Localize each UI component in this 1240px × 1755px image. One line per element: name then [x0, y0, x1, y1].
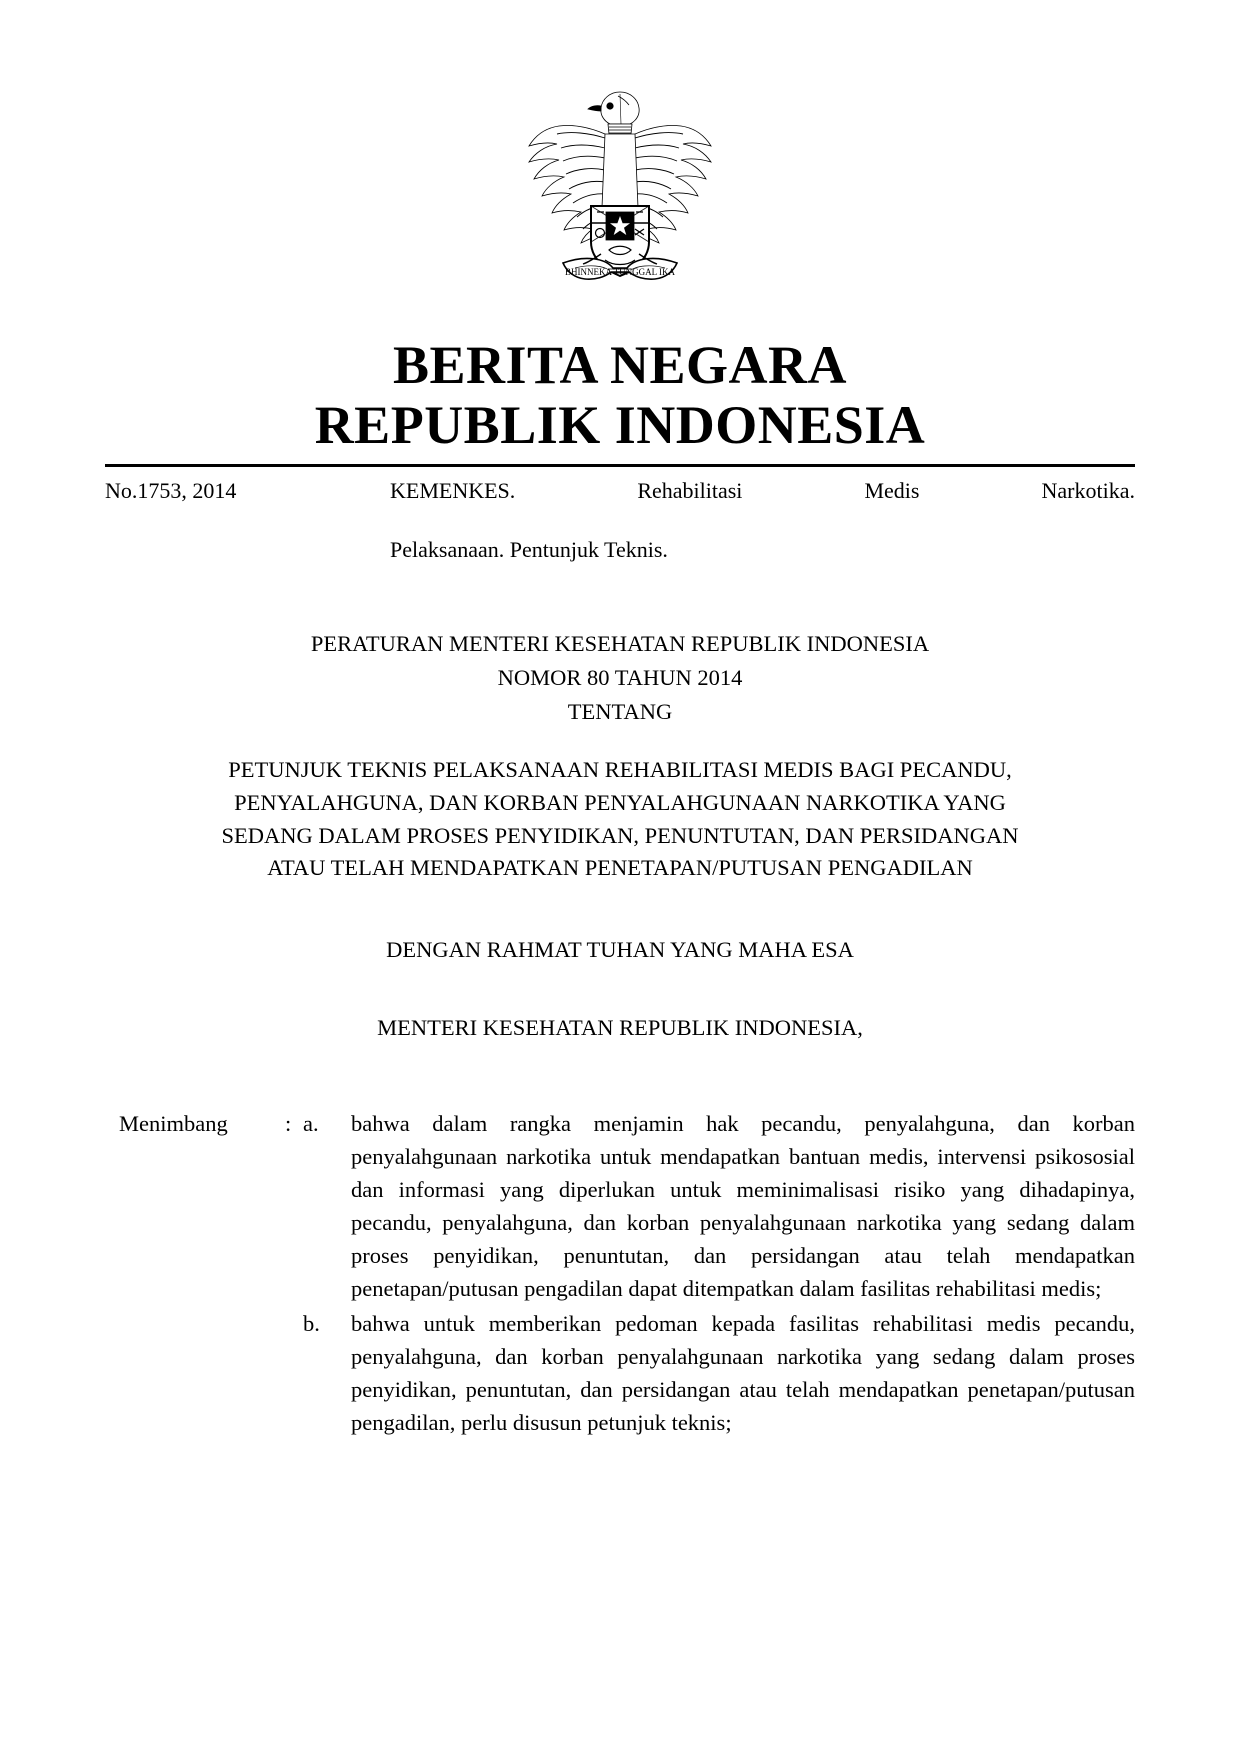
considering-text-a: bahwa dalam rangka menjamin hak pecandu, penyalahguna, dan korban penyalahgunaan narkotika untuk mendapatkan bantuan medis, intervensi psikososial dan informasi yang diperlukan untuk meminimalisasi risiko yang dihadapinya, pecandu, penyalahguna, dan korban penyalahgunaan narkotika yang sedang dalam proses penyidikan, penuntutan, dan persidangan atau telah mendapatkan penetapan/putusan pengadilan dapat ditempatkan dalam fasilitas rehabilitasi medis;: [351, 1110, 1135, 1302]
considering-text-b: bahwa untuk memberikan pedoman kepada fasilitas rehabilitasi medis pecandu, penyalahguna, dan korban penyalahgunaan narkotika yang sedang dalam proses penyidikan, penuntutan, dan persidangan atau telah mendapatkan penetapan/putusan pengadilan, perlu disusun petunjuk teknis;: [351, 1311, 1135, 1436]
regulation-header: [105, 627, 1135, 728]
considering-label: Menimbang: [119, 1110, 228, 1136]
regulation-title-line-4: ATAU TELAH MENDAPATKAN PENETAPAN/PUTUSAN PENGADILAN: [267, 855, 973, 881]
regulation-title-line-1: PETUNJUK TEKNIS PELAKSANAAN REHABILITASI MEDIS BAGI PECANDU,: [228, 757, 1012, 783]
regulation-title-line-2: PENYALAHGUNA, DAN KORBAN PENYALAHGUNAAN NARKOTIKA YANG: [234, 789, 1006, 815]
regulation-title: [105, 754, 1135, 885]
issue-number: No.1753, 2014: [105, 477, 237, 503]
considering-colon: :: [285, 1110, 292, 1136]
considering-section: [105, 1107, 1135, 1440]
svg-text:BHINNEKA TUNGGAL IKA: BHINNEKA TUNGGAL IKA: [565, 267, 675, 277]
issue-subject-line-2: Pelaksanaan. Pentunjuk Teknis.: [390, 537, 668, 563]
regulation-title-line-3: SEDANG DALAM PROSES PENYIDIKAN, PENUNTUTAN, DAN PERSIDANGAN: [221, 822, 1019, 848]
considering-item-b: [105, 1307, 1135, 1439]
issue-subject-line-1: KEMENKES. Rehabilitasi Medis Narkotika.: [390, 477, 1135, 503]
header-divider: [105, 464, 1135, 467]
blessing-text: DENGAN RAHMAT TUHAN YANG MAHA ESA: [386, 936, 854, 962]
considering-item-a: [105, 1107, 1135, 1305]
issue-subject: [390, 476, 1135, 565]
minister-text: MENTERI KESEHATAN REPUBLIK INDONESIA,: [377, 1014, 863, 1040]
issue-line: [105, 476, 1135, 565]
regulation-header-line-1: PERATURAN MENTERI KESEHATAN REPUBLIK INDONESIA: [310, 631, 930, 656]
considering-letter-b: b.: [303, 1311, 320, 1337]
regulation-header-line-3: TENTANG: [567, 698, 673, 724]
garuda-pancasila-emblem: [505, 82, 735, 297]
regulation-header-line-2: NOMOR 80 TAHUN 2014: [497, 664, 743, 690]
masthead-line-1: BERITA NEGARA: [392, 335, 848, 395]
considering-letter-a: a.: [303, 1110, 319, 1136]
masthead: [105, 335, 1135, 456]
emblem-container: [105, 82, 1135, 307]
masthead-line-2: REPUBLIK INDONESIA: [314, 395, 926, 456]
